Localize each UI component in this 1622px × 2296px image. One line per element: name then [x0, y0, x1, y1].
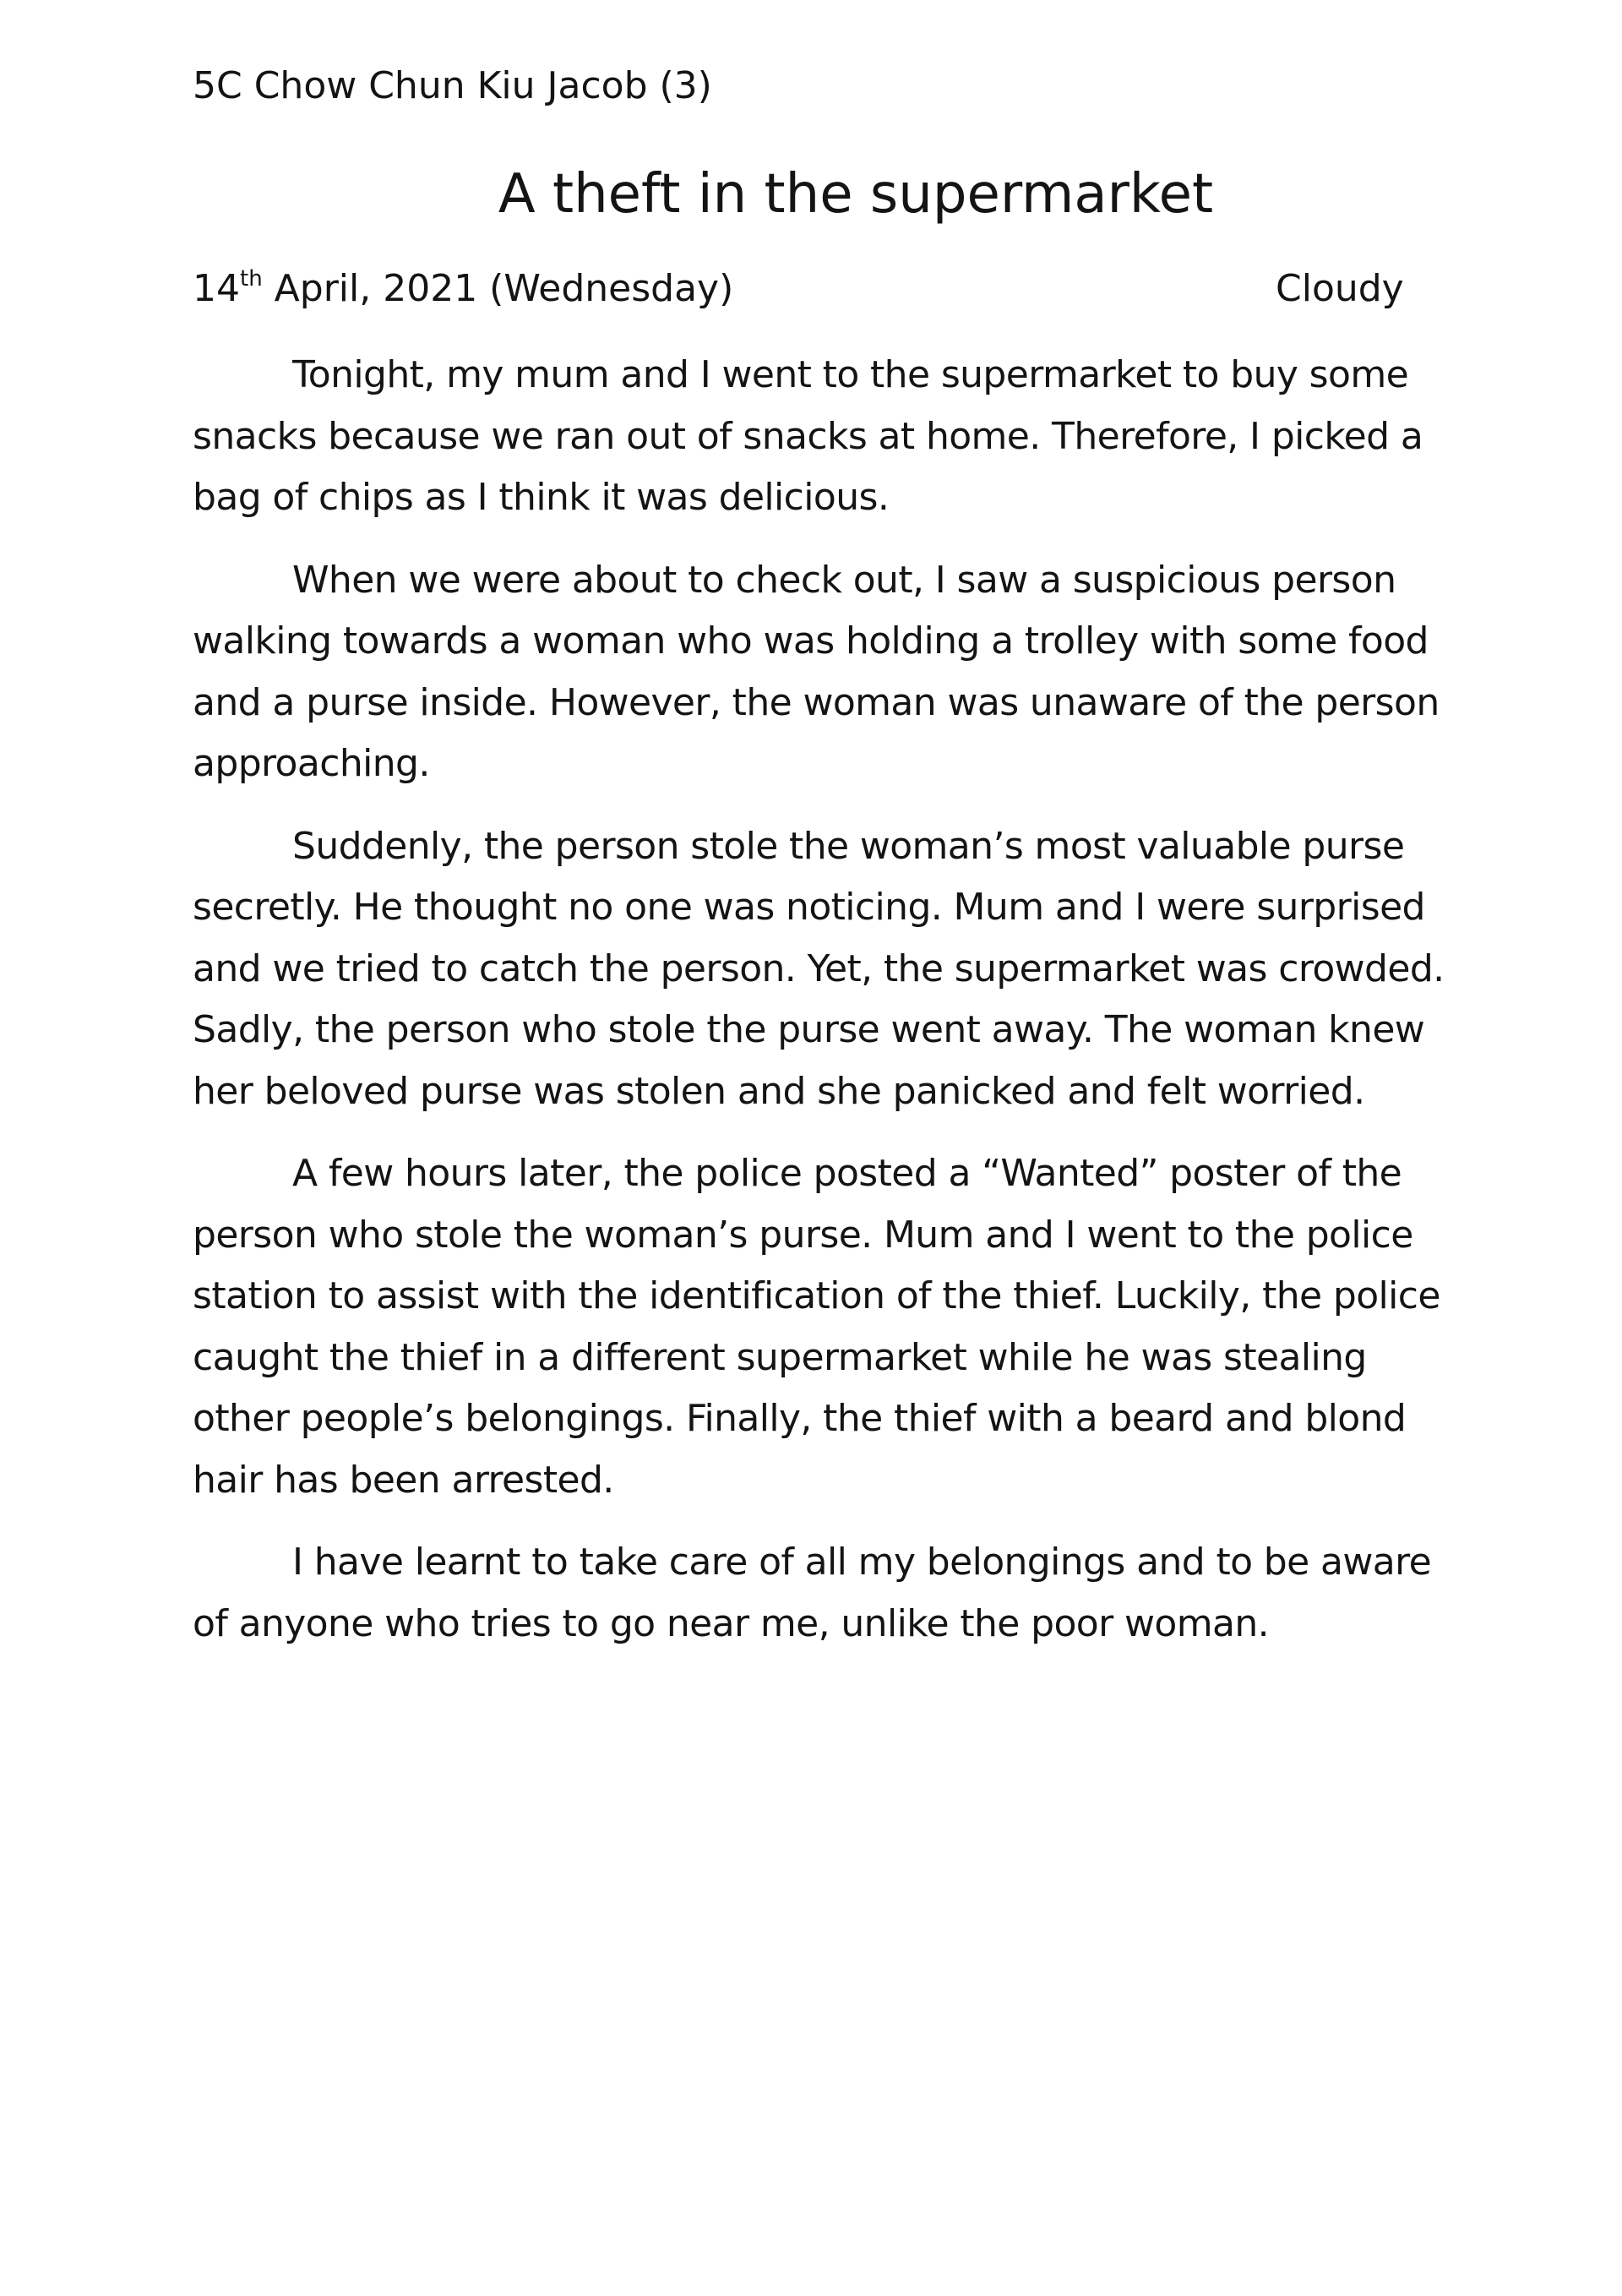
- paragraph: I have learnt to take care of all my belongings and to be aware of anyone who tries to go near me, unlike the poor woman.: [193, 1541, 1432, 1645]
- paragraph: When we were about to check out, I saw a suspicious person walking towards a woman who was holding a trolley with some food and a purse inside. However, the woman was unaware of the person approaching.: [193, 558, 1440, 785]
- diary-body: [193, 345, 1451, 1676]
- weather-label: Cloudy: [1276, 267, 1404, 310]
- author-line: 5C Chow Chun Kiu Jacob (3): [193, 64, 712, 107]
- paragraph: A few hours later, the police posted a “Wanted” poster of the person who stole the woman’s purse. Mum and I went to the police station to assist with the identification of the thief. Luckily, the police caught the thief in a different supermarket while he was stealing other people’s belongings. Finally, the thief with a beard and blond hair has been arrested.: [193, 1152, 1440, 1502]
- paragraph: Tonight, my mum and I went to the supermarket to buy some snacks because we ran out of snacks at home. Therefore, I picked a bag of chips as I think it was delicious.: [193, 353, 1423, 519]
- paragraph: Suddenly, the person stole the woman’s most valuable purse secretly. He thought no one was noticing. Mum and I were surprised and we tried to catch the person. Yet, the supermarket was crowded. Sadly, the person who stole the purse went away. The woman knew her beloved purse was stolen and she panicked and felt worried.: [193, 824, 1445, 1113]
- date-day: 14: [193, 267, 240, 310]
- date-line: [193, 264, 733, 314]
- page-title: A theft in the supermarket: [498, 163, 1214, 226]
- date-day-suffix: th: [240, 266, 263, 292]
- date-rest: April, 2021 (Wednesday): [262, 267, 734, 310]
